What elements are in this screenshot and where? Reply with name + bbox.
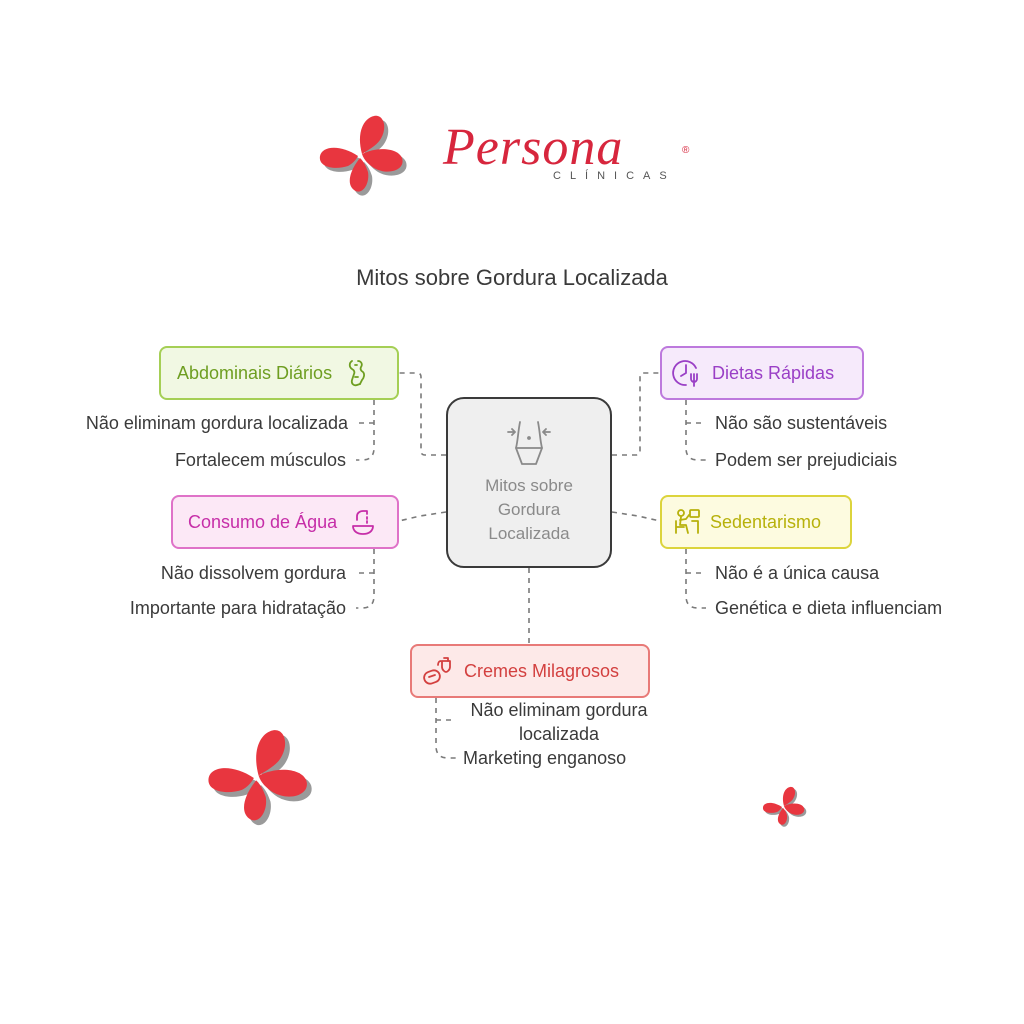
category-label: Dietas Rápidas: [712, 362, 835, 383]
list-item: Não dissolvem gordura: [160, 563, 346, 583]
page-title: Mitos sobre Gordura Localizada: [356, 265, 668, 290]
clock-fork-icon: [672, 358, 702, 388]
list-item: Não eliminam gordura localizada: [470, 700, 648, 744]
category-label: Abdominais Diários: [177, 362, 333, 383]
list-item: Fortalecem músculos: [174, 450, 346, 470]
water-faucet-icon: [349, 508, 377, 536]
list-item: Genética e dieta influenciam: [715, 598, 943, 618]
cream-jar-icon: [422, 655, 454, 687]
category-dietas-rapidas: [660, 346, 864, 400]
waist-icon: [506, 418, 552, 470]
list-item: Não eliminam gordura localizada: [85, 413, 348, 433]
list-item: Marketing enganoso: [463, 748, 627, 768]
category-abdominais-diarios: [159, 346, 399, 400]
brand-wordmark: Persona: [443, 119, 624, 176]
registered-mark: ®: [682, 145, 690, 156]
list-item: Importante para hidratação: [129, 598, 346, 618]
list-item: Não são sustentáveis: [715, 413, 888, 433]
center-label: Mitos sobre Gordura Localizada: [485, 476, 573, 543]
brand-subtitle: CLÍNICAS: [553, 170, 676, 182]
list-item: Não é a única causa: [715, 563, 880, 583]
category-sedentarismo: [660, 495, 852, 549]
category-label: Sedentarismo: [710, 511, 822, 532]
category-label: Consumo de Água: [188, 511, 338, 532]
list-item: Podem ser prejudiciais: [715, 450, 898, 470]
muscle-icon: [346, 358, 368, 388]
butterfly-small-icon: [762, 786, 808, 828]
sitting-person-icon: [672, 507, 702, 537]
butterfly-logo-icon: [318, 114, 410, 198]
butterfly-decoration-icon: [206, 728, 316, 828]
category-cremes-milagrosos: [410, 644, 650, 698]
category-label: Cremes Milagrosos: [464, 660, 620, 681]
category-consumo-de-agua: [171, 495, 399, 549]
